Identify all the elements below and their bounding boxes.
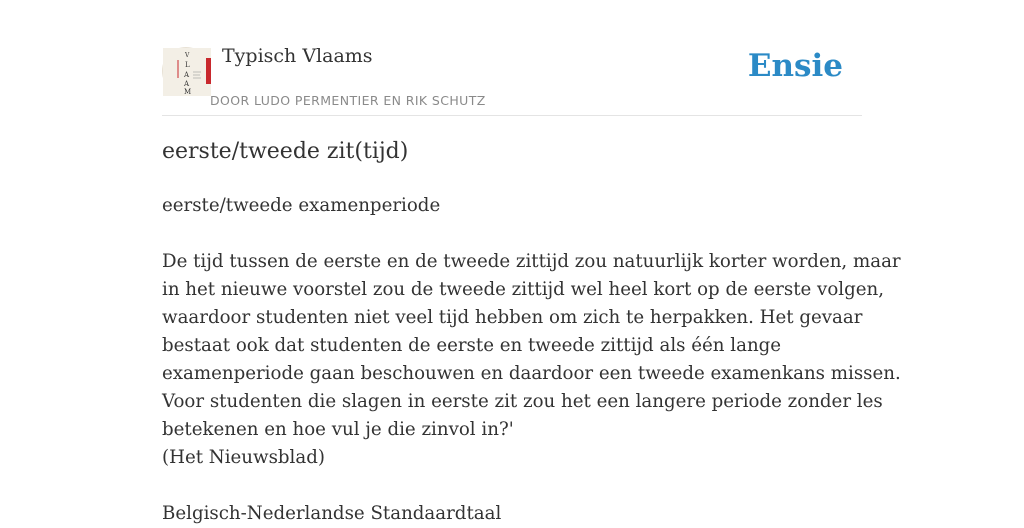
entry-title: eerste/tweede zit(tijd) — [162, 139, 409, 164]
language-note: Belgisch-Nederlandse Standaardtaal — [162, 503, 502, 524]
svg-text:A: A — [184, 80, 190, 88]
svg-text:A: A — [184, 71, 190, 79]
quote-line: De tijd tussen de eerste en de tweede zittijd zou natuurlijk korter worden, maar — [162, 251, 901, 272]
page — [162, 0, 901, 524]
entry-definition: eerste/tweede examenperiode — [162, 195, 441, 216]
header — [162, 0, 862, 116]
quote-line: Voor studenten die slagen in eerste zit zou het een langere periode zonder les — [162, 391, 883, 412]
paragraph-spacer — [162, 220, 862, 248]
svg-text:L: L — [185, 61, 190, 69]
svg-text:M: M — [184, 88, 192, 96]
quote-line: bestaat ook dat studenten de eerste en tweede zittijd als één lange — [162, 335, 782, 356]
entry-body — [162, 192, 901, 528]
book-title[interactable]: Typisch Vlaams — [222, 45, 373, 67]
vlaams-book-cover-icon[interactable] — [162, 47, 210, 95]
ensie-logo-link[interactable]: Ensie — [747, 48, 843, 84]
quote-line: examenperiode gaan beschouwen en daardoor een tweede examenkans missen. — [162, 363, 901, 384]
quote-line: betekenen en hoe vul je die zinvol in?' — [162, 419, 514, 440]
book-authors: DOOR LUDO PERMENTIER EN RIK SCHUTZ — [210, 93, 486, 108]
quote-line: in het nieuwe voorstel zou de tweede zittijd wel heel kort op de eerste volgen, — [162, 279, 885, 300]
quote-line: waardoor studenten niet veel tijd hebben om zich te herpakken. Het gevaar — [162, 307, 863, 328]
svg-text:V: V — [185, 52, 190, 59]
quote-source: (Het Nieuwsblad) — [162, 447, 325, 468]
paragraph-spacer — [162, 472, 862, 500]
